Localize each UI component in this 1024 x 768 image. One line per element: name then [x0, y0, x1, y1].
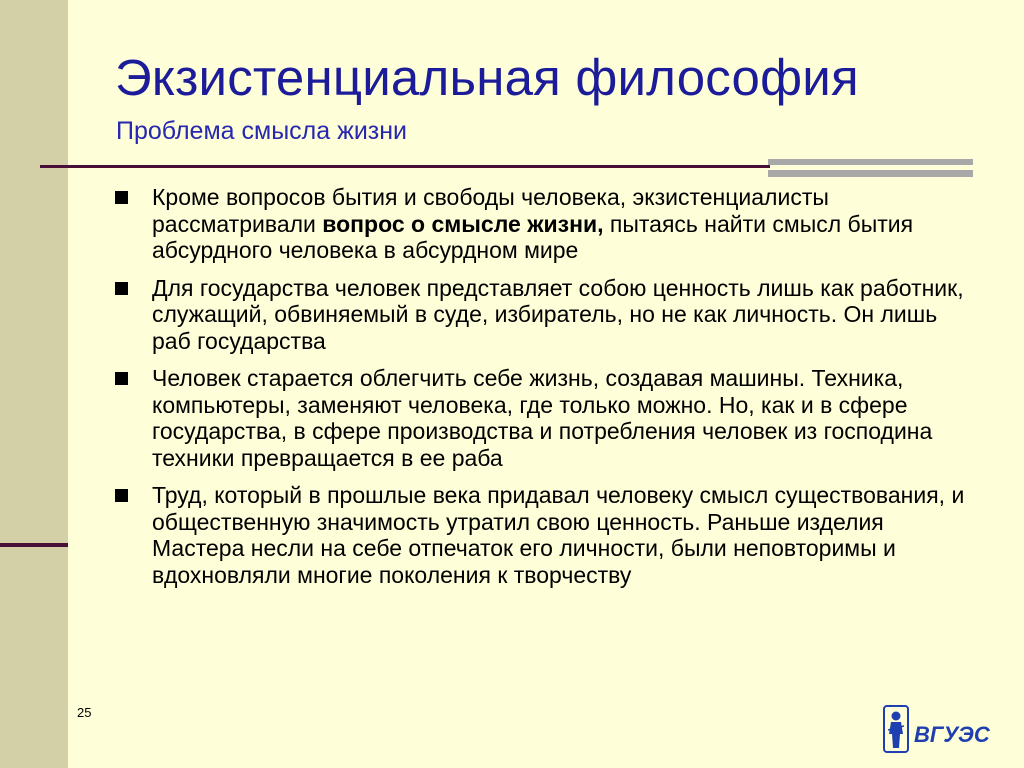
slide-title: Экзистенциальная философия — [115, 49, 859, 106]
page-number: 25 — [77, 705, 92, 720]
left-decor-band — [0, 0, 68, 768]
bullet-item — [112, 184, 972, 264]
bullet-square-icon — [115, 282, 128, 295]
bullet-text: Для государства человек представляет собою ценность лишь как работник, служащий, обвиняемый в суде, избиратель, но не как личность. Он лишь раб государства — [152, 274, 964, 354]
left-band-divider — [0, 543, 68, 547]
university-logo — [880, 704, 1000, 754]
bullet-item — [112, 365, 972, 471]
bullet-item — [112, 275, 972, 355]
bullet-text: пытаясь найти смысл бытия абсурдного человека в абсурдном мире — [152, 210, 914, 263]
title-divider — [40, 165, 770, 168]
slide-subtitle: Проблема смысла жизни — [116, 117, 408, 145]
bullet-text: Человек старается облегчить себе жизнь, создавая машины. Техника, компьютеры, заменяют человека, где только можно. Но, как и в сфере государства, в сфере производства и потребления человек из господина техники превращается в ее раба — [152, 365, 933, 471]
title-divider-accent-top — [768, 159, 973, 165]
logo-wordmark: ВГУЭС — [914, 722, 990, 747]
bullet-text: Кроме вопросов бытия и свободы человека, экзистенциалисты рассматривали — [152, 184, 829, 237]
bullet-text-bold: вопрос о смысле жизни, — [322, 210, 604, 237]
bullet-square-icon — [115, 191, 128, 204]
logo-emblem-icon — [880, 704, 1000, 754]
bullet-text: Труд, который в прошлые века придавал человеку смысл существования, и общественную значимость утратил свою ценность. Раньше изделия Мастера несли на себе отпечаток его личности, были неповторимы и вдохновляли многие поколения к творчеству — [152, 482, 965, 588]
title-divider-accent-bottom — [768, 170, 973, 177]
bullet-square-icon — [115, 489, 128, 502]
bullet-list — [112, 184, 972, 599]
bullet-square-icon — [115, 372, 128, 385]
bullet-item — [112, 482, 972, 588]
